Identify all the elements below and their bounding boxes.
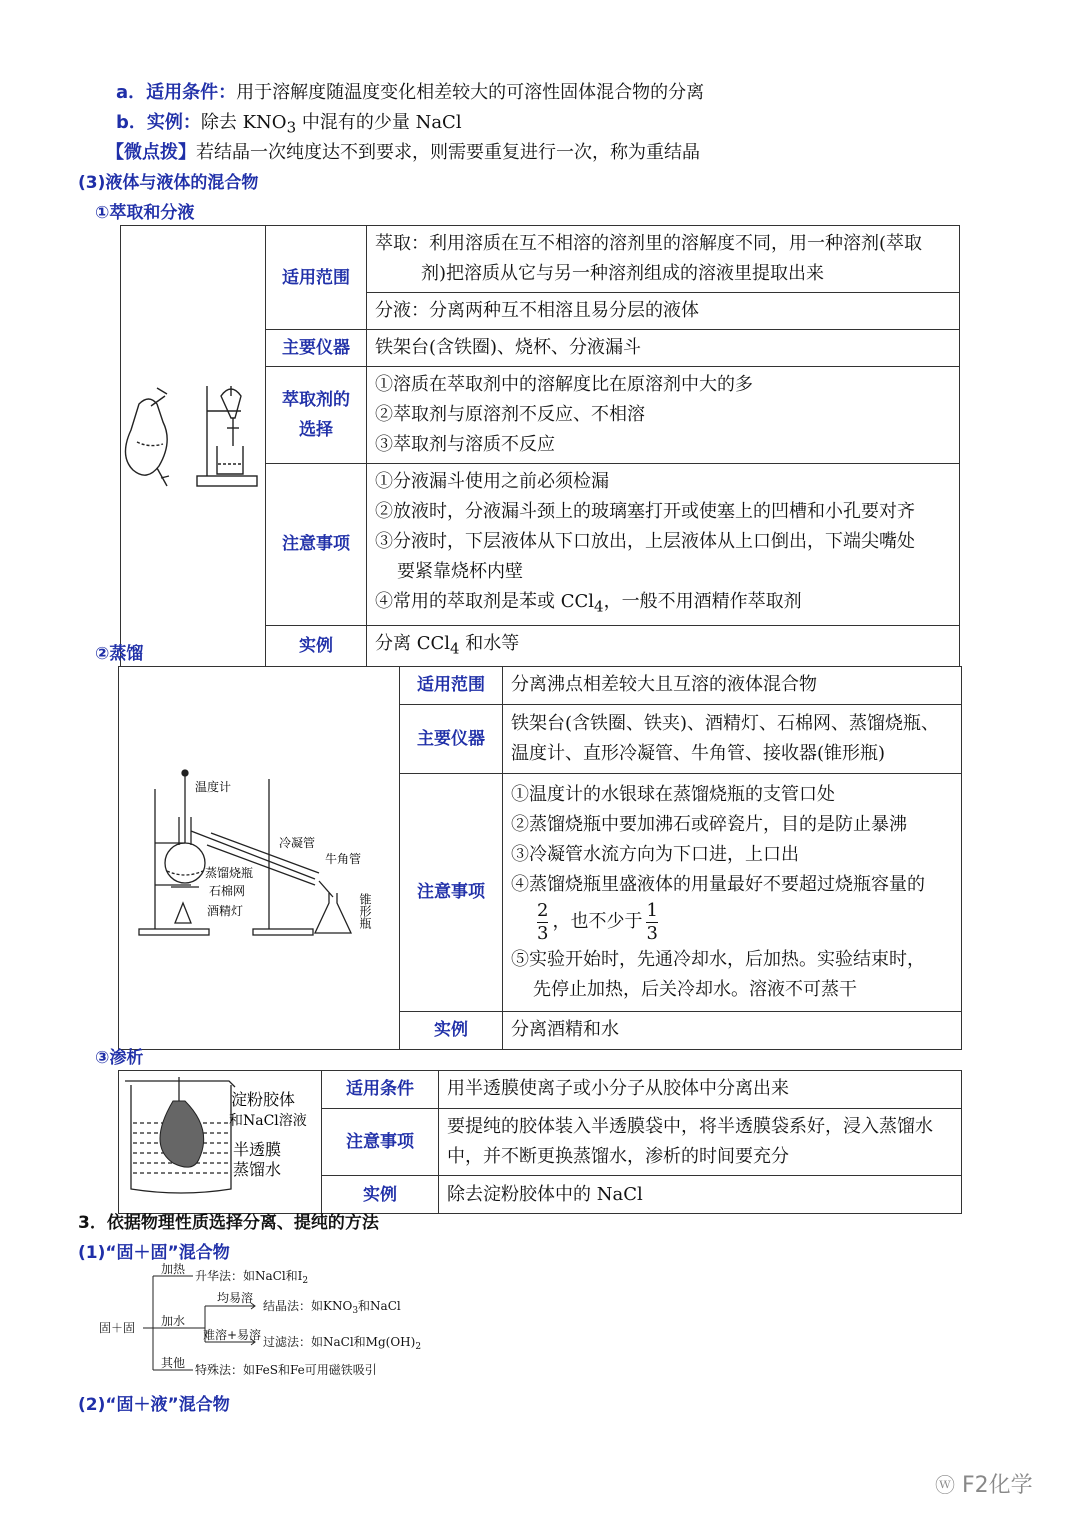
example-text: 除去淀粉胶体中的 NaCl [439,1176,962,1214]
notes-text: ①分液漏斗使用之前必须检漏 ②放液时，分液漏斗颈上的玻璃塞打开或使塞上的凹槽和小孔要对齐 ③分液时，下层液体从下口放出，上层液体从上口倒出，下端尖嘴处 要紧靠烧杯内壁 ④常用的萃取剂是苯或 CCl$_4$，一般不用酒精作萃取剂 [367,464,960,626]
scope-label: 适用范围 [266,226,367,330]
instrument-text: 铁架台(含铁圈)、烧杯、分液漏斗 [367,330,960,367]
extraction-scope: 萃取：利用溶质在互不相溶的溶剂里的溶解度不同，用一种溶剂(萃取 剂)把溶质从它与另一种溶剂组成的溶液里提取出来 [367,226,960,293]
distillation-figure [119,667,400,1050]
dialysis-apparatus-icon [119,1071,321,1203]
example-label: 实例 [322,1176,439,1214]
instrument-label: 主要仪器 [400,704,503,773]
dialysis-figure [119,1071,322,1214]
subsection-heading: ②蒸馏 [95,644,144,664]
notes-label: 注意事项 [322,1108,439,1176]
example-label: 实例 [266,625,367,667]
instrument-text: 铁架台(含铁圈、铁夹)、酒精灯、石棉网、蒸馏烧瓶、 温度计、直形冷凝管、牛角管、接收器(锥形瓶) [503,704,962,773]
fraction-two-thirds: $\frac{2}{3}$ [537,899,549,944]
condenser-label: 冷凝管 [279,836,316,850]
thermometer-label: 温度计 [195,780,232,794]
separatory-funnel-figure [121,226,266,667]
scope-label: 适用范围 [400,667,503,705]
notes-label: 注意事项 [266,464,367,626]
separatory-funnel-icon [121,236,265,646]
adapter-label: 牛角管 [325,852,362,866]
fraction-one-third: $\frac{1}{3}$ [646,899,658,944]
extraction-table [120,225,960,667]
section-heading: (3)液体与液体的混合物 [78,173,259,193]
colloid-label: 淀粉胶体 [231,1090,296,1109]
tip-line: 【微点拨】若结晶一次纯度达不到要求，则需要重复进行一次，称为重结晶 [106,142,700,163]
tree-branch-water: 加水 [161,1314,186,1328]
choice-text: ①溶质在萃取剂中的溶解度比在原溶剂中大的多 ②萃取剂与原溶剂不反应、不相溶 ③萃取剂与溶质不反应 [367,367,960,464]
tree-branch-other: 其他 [161,1356,186,1370]
subsection-heading: (1)“固＋固”混合物 [78,1243,230,1263]
tree-leaf-filtration: 过滤法：如NaCl和$Mg(OH)_2$ [263,1335,422,1352]
fraction-line: $\frac{2}{3}$ ，也不少于 $\frac{1}{3}$ [537,899,658,944]
dialysis-table [118,1070,962,1214]
cone-flask-label: 锥形瓶 [358,893,372,929]
tree-branch-heat: 加热 [161,1262,186,1276]
tree-leaf-crystallization: 结晶法：如$KNO_3$和NaCl [263,1299,401,1316]
notes-text: 要提纯的胶体装入半透膜袋中，将半透膜袋系好，浸入蒸馏水 中，并不断更换蒸馏水，渗析的时间要充分 [439,1108,962,1176]
membrane-label: 半透膜 [233,1140,282,1159]
distillation-table [118,666,962,1050]
example-line: b．实例：除去 $KNO_3$ 中混有的少量 NaCl [116,112,462,137]
gauze-label: 石棉网 [209,884,246,898]
subsection-heading: (2)“固＋液”混合物 [78,1395,230,1415]
solid-solid-tree [95,1262,435,1387]
nacl-label: 和NaCl溶液 [229,1113,307,1129]
distillation-apparatus-icon [119,667,399,1039]
separation-scope: 分液：分离两种互不相溶且易分层的液体 [367,293,960,330]
wechat-icon: ⓦ [935,1473,955,1497]
example-text: 分离酒精和水 [503,1011,962,1049]
instrument-label: 主要仪器 [266,330,367,367]
notes-text: ①温度计的水银球在蒸馏烧瓶的支管口处 ②蒸馏烧瓶中要加沸石或碎瓷片，目的是防止暴沸 ③冷凝管水流方向为下口进，上口出 ④蒸馏烧瓶里盛液体的用量最好不要超过烧瓶容量的 $\frac{2}{3}$ ，也不少于 $\frac{1}{3}$ ⑤实验开始时，先通冷却水，后加热。实验结束时， 先停止加热，后关冷却水。溶液不可蒸干 [503,773,962,1011]
watermark: ⓦ F2化学 [935,1473,1033,1498]
condition-text: 用半透膜使离子或小分子从胶体中分离出来 [439,1071,962,1109]
condition-line: a．适用条件：用于溶解度随温度变化相差较大的可溶性固体混合物的分离 [116,82,705,103]
flask-label: 蒸馏烧瓶 [205,866,254,880]
section-heading: 3．依据物理性质选择分离、提纯的方法 [78,1213,379,1233]
subsection-heading: ①萃取和分液 [95,203,195,223]
tree-branch-soluble: 均易溶 [217,1291,254,1305]
tree-leaf-sublimation: 升华法：如NaCl和$I_2$ [195,1269,309,1286]
example-label: 实例 [400,1011,503,1049]
notes-label: 注意事项 [400,773,503,1011]
condition-label: 适用条件 [322,1071,439,1109]
water-label: 蒸馏水 [233,1160,282,1179]
tree-leaf-special: 特殊法：如FeS和Fe可用磁铁吸引 [195,1363,377,1377]
tree-branch-insoluble: 难溶+易溶 [203,1328,262,1342]
choice-label: 萃取剂的 选择 [266,367,367,464]
lamp-label: 酒精灯 [207,904,244,918]
subsection-heading: ③渗析 [95,1048,144,1068]
tree-root: 固＋固 [99,1321,136,1335]
scope-text: 分离沸点相差较大且互溶的液体混合物 [503,667,962,705]
example-text: 分离 CCl$_4$ 和水等 [367,625,960,667]
